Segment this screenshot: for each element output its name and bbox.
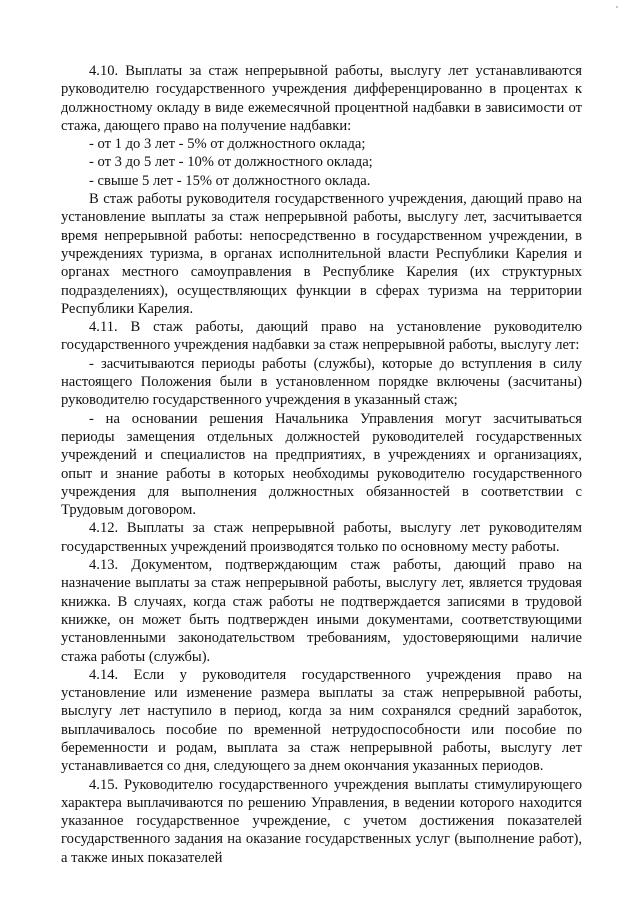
document-page — [61, 62, 582, 867]
paragraph-stazh-rule: В стаж работы руководителя государственного учреждения, дающий право на установление выплаты за стаж непрерывной работы, выслугу лет, засчитывается время непрерывной работы: непосредственно в государственном учреждении, в учреждениях туризма, в органах исполнительной власти Республики Карелия и органах местного самоуправления в Республике Карелия (их структурных подразделениях), осуществляющих функции в сферах туризма на территории Республики Карелия. — [61, 191, 582, 317]
paragraph-4-10: 4.10. Выплаты за стаж непрерывной работы, выслугу лет устанавливаются руководителю государственного учреждения дифференцированно в процентах к должностному окладу в виде ежемесячной процентной надбавки в зависимости от стажа, дающего право на получение надбавки: — [61, 63, 582, 134]
list-item-3-5-years: - от 3 до 5 лет - 10% от должностного оклада; — [89, 154, 373, 171]
paragraph-4-15: 4.15. Руководителю государственного учреждения выплаты стимулирующего характера выплачиваются по решению Управления, в ведении которого находится указанное государственное учреждение, с учетом достижения показателей государственного задания на оказание государственных услуг (выполнение работ), а также иных показателей — [61, 776, 582, 866]
list-item-over-5-years: - свыше 5 лет - 15% от должностного оклада. — [89, 172, 371, 189]
paragraph-4-12: 4.12. Выплаты за стаж непрерывной работы, выслугу лет руководителям государственных учреждений производятся только по основному месту работы. — [61, 520, 582, 555]
paragraph-4-14: 4.14. Если у руководителя государственного учреждения право на установление или изменение размера выплаты за стаж непрерывной работы, выслугу лет наступило в период, когда за ним сохранялся средний заработок, выплачивалось пособие по временной нетрудоспособности или пособие по беременности и родам, выплата за стаж непрерывной работы, выслугу лет устанавливается со дня, следующего за днем окончания указанных периодов. — [61, 666, 582, 775]
scan-speck — [616, 6, 618, 8]
list-item-previous-periods: - засчитываются периоды работы (службы), которые до вступления в силу настоящего Положения были в установленном порядке включены (засчитаны) руководителю государственного учреждения в указанный стаж; — [61, 355, 582, 409]
list-item-director-decision: - на основании решения Начальника Управления могут засчитываться периоды замещения отдельных должностей руководителей государственных учреждений и специалистов на предприятиях, в учреждениях и организациях, опыт и знание работы в которых необходимы руководителю государственного учреждения для выполнения должностных обязанностей в соответствии с Трудовым договором. — [61, 410, 582, 519]
paragraph-4-11: 4.11. В стаж работы, дающий право на установление руководителю государственного учреждения надбавки за стаж непрерывной работы, выслугу лет: — [61, 319, 582, 354]
list-item-1-3-years: - от 1 до 3 лет - 5% от должностного оклада; — [89, 136, 366, 153]
paragraph-4-13: 4.13. Документом, подтверждающим стаж работы, дающий право на назначение выплаты за стаж непрерывной работы, выслугу лет, является трудовая книжка. В случаях, когда стаж работы не подтверждается записями в трудовой книжке, он может быть подтвержден иными документами, соответствующими установленными законодательством требованиям, удостоверяющими наличие стажа работы (службы). — [61, 557, 582, 665]
